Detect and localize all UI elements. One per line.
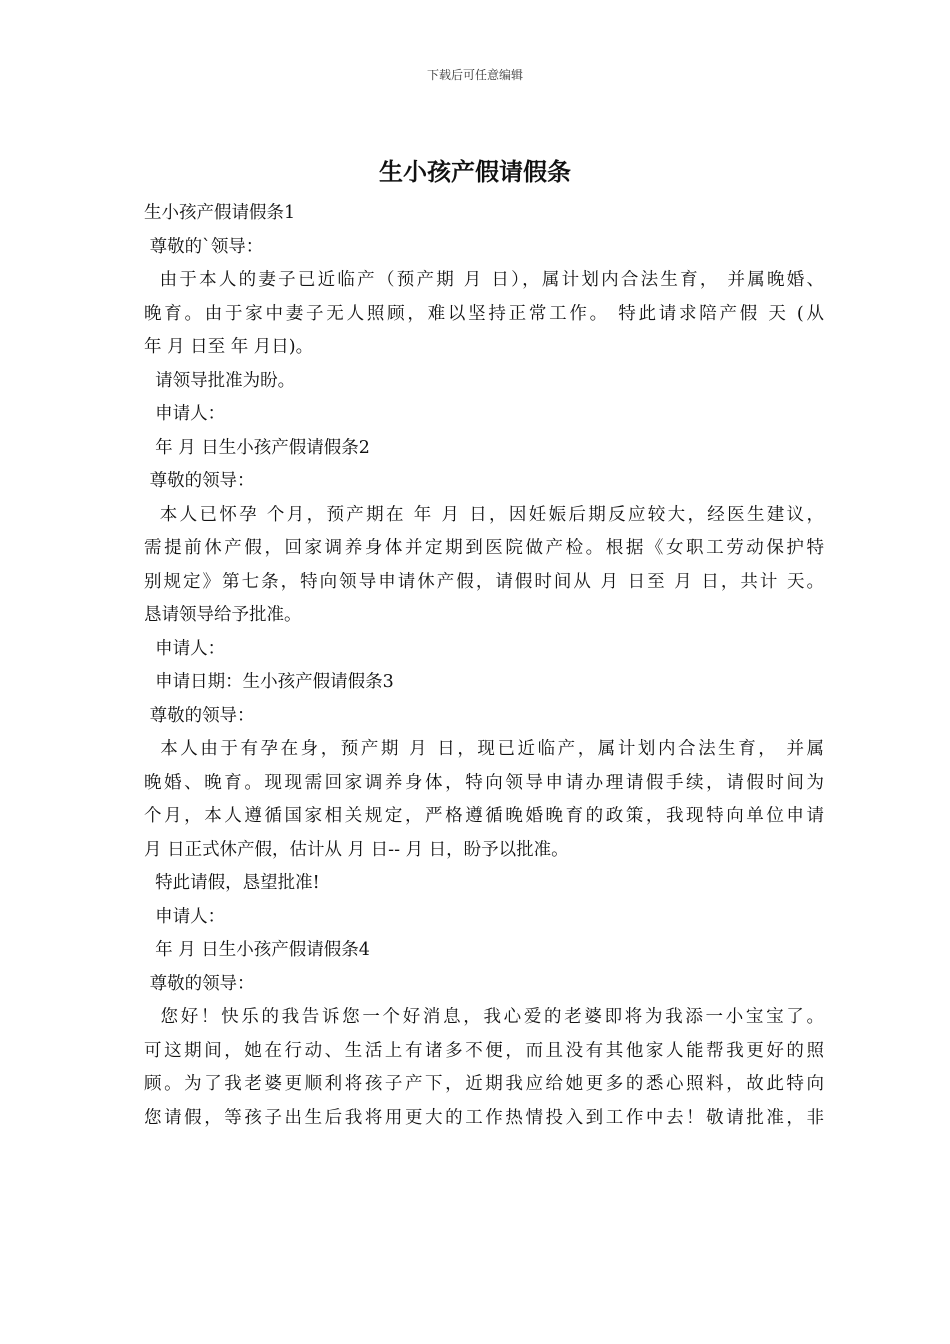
text-line: 申请日期：生小孩产假请假条3 — [144, 672, 394, 692]
text-line: 特此请假，恳望批准! — [144, 873, 320, 893]
text-line: 尊敬的`领导： — [144, 236, 264, 257]
text-line: 年 月 日至 年 月日)。 — [144, 337, 314, 357]
text-line: 请领导批准为盼。 — [144, 370, 296, 391]
text-line: 尊敬的领导： — [144, 973, 255, 994]
text-line: 申请人： — [144, 906, 226, 927]
text-line: 申请人： — [144, 638, 226, 659]
text-line: 由于本人的妻子已近临产（预产期 月 日），属计划内合法生育， 并属晚婚、 — [144, 270, 824, 290]
document-title: 生小孩产假请假条 — [379, 157, 571, 186]
text-line: 恳请领导给予批准。 — [144, 605, 302, 625]
text-line: 尊敬的领导： — [144, 705, 255, 726]
text-line: 年 月 日生小孩产假请假条2 — [144, 437, 370, 458]
text-line: 月 日正式休产假，估计从 月 日-- 月 日，盼予以批准。 — [144, 839, 569, 860]
text-line: 可这期间，她在行动、生活上有诸多不便，而且没有其他家人能帮我更好的照 — [144, 1040, 824, 1061]
text-line: 本人由于有孕在身，预产期 月 日，现已近临产，属计划内合法生育， 并属 — [144, 739, 824, 759]
text-line: 晚育。由于家中妻子无人照顾，难以坚持正常工作。 特此请求陪产假 天 (从 — [144, 303, 824, 324]
text-line: 个月，本人遵循国家相关规定，严格遵循晚婚晚育的政策，我现特向单位申请 — [144, 806, 824, 826]
header-note: 下载后可任意编辑 — [426, 68, 523, 82]
document-body — [144, 197, 824, 1135]
text-line: 您请假，等孩子出生后我将用更大的工作热情投入到工作中去！敬请批准，非 — [144, 1107, 824, 1128]
text-line: 年 月 日生小孩产假请假条4 — [144, 940, 370, 960]
text-line: 申请人： — [144, 404, 226, 424]
text-line: 您好！快乐的我告诉您一个好消息，我心爱的老婆即将为我添一小宝宝了。 — [144, 1007, 824, 1027]
text-line: 尊敬的领导： — [144, 471, 255, 491]
text-line: 晚婚、晚育。现现需回家调养身体，特向领导申请办理请假手续，请假时间为 — [144, 772, 824, 793]
text-line: 本人已怀孕 个月，预产期在 年 月 日，因妊娠后期反应较大，经医生建议， — [144, 504, 824, 525]
text-line: 需提前休产假，回家调养身体并定期到医院做产检。根据《女职工劳动保护特 — [144, 538, 824, 558]
text-line: 生小孩产假请假条1 — [144, 203, 296, 223]
text-line: 别规定》第七条，特向领导申请休产假，请假时间从 月 日至 月 日，共计 天。 — [144, 571, 824, 592]
text-line: 顾。为了我老婆更顺利将孩子产下，近期我应给她更多的悉心照料，故此特向 — [144, 1074, 824, 1094]
